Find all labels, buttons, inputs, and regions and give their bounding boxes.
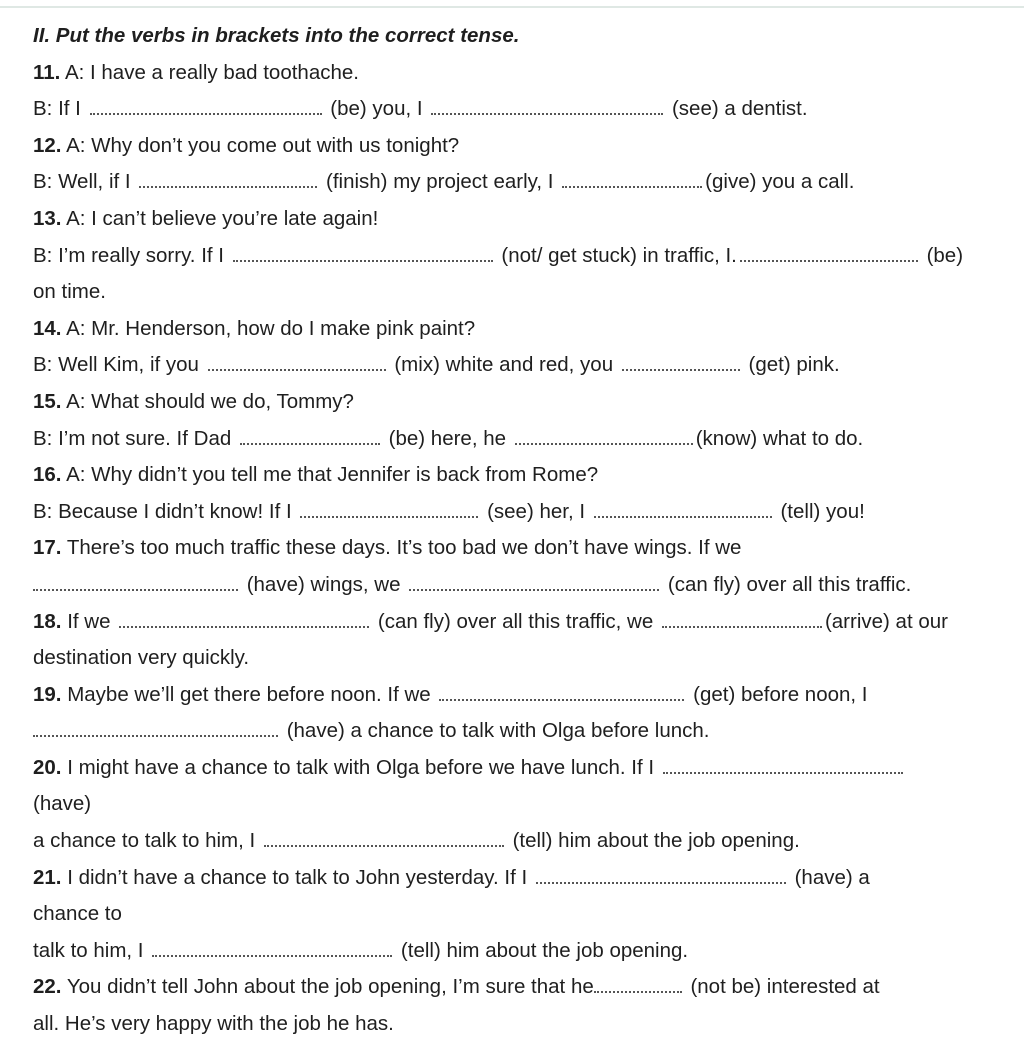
q14-text-b3: (get) pink. [748, 353, 840, 377]
q20-text-b2: a chance to talk to him, I [33, 829, 256, 853]
q22-blank-1[interactable] [594, 977, 682, 993]
q15-text-b1: B: I’m not sure. If Dad [33, 426, 232, 450]
q21-text-b3: talk to him, I [33, 938, 144, 962]
exercise-sheet [33, 18, 993, 1043]
q11-number: 11. [33, 60, 61, 84]
q13-line-b [33, 238, 993, 275]
q22-line-b: all. He’s very happy with the job he has. [33, 1012, 394, 1036]
q18-text-b3: (arrive) at our [824, 609, 948, 633]
q15-blank-1[interactable] [240, 429, 380, 445]
q17-text-b3: (can fly) over all this traffic. [667, 572, 912, 596]
q19-number: 19. [33, 682, 62, 706]
q12-text-b3: (give) you a call. [705, 170, 855, 194]
q22-number: 22. [33, 975, 62, 999]
q18-number: 18. [33, 609, 62, 633]
q21-text-a: I didn’t have a chance to talk to John yesterday. If I [61, 865, 528, 889]
q13-blank-1[interactable] [233, 246, 493, 262]
q20-number: 20. [33, 755, 62, 779]
q20-text-a: I might have a chance to talk with Olga before we have lunch. If I [61, 755, 655, 779]
q19-line-b [33, 713, 993, 750]
q15-line-a [33, 384, 993, 421]
q20-blank-1[interactable] [663, 758, 903, 774]
q17-text-b2: (have) wings, we [246, 572, 401, 596]
q18-text-a: If we [61, 609, 111, 633]
q14-blank-2[interactable] [622, 355, 740, 371]
q12-text-b1: B: Well, if I [33, 170, 131, 194]
q12-text-b2: (finish) my project early, I [326, 170, 554, 194]
q18-line-a [33, 604, 993, 641]
q22-text-a: You didn’t tell John about the job opening, I’m sure that he [61, 975, 594, 999]
q16-text-b1: B: Because I didn’t know! If I [33, 499, 292, 523]
q16-text-a: A: Why didn’t you tell me that Jennifer is back from Rome? [61, 463, 599, 487]
q11-text-b2: (be) you, I [330, 97, 423, 121]
q20-blank-2[interactable] [264, 831, 504, 847]
q19-line-a [33, 677, 993, 714]
q19-blank-2[interactable] [33, 721, 278, 737]
q13-text-b1: B: I’m really sorry. If I [33, 243, 224, 267]
q14-text-b1: B: Well Kim, if you [33, 353, 199, 377]
q16-number: 16. [33, 463, 62, 487]
q18-line-b: destination very quickly. [33, 646, 250, 670]
q14-line-b [33, 347, 993, 384]
q21-text-b1: (have) a [794, 865, 870, 889]
q15-blank-2[interactable] [515, 429, 693, 445]
q13-text-b3: (be) [926, 243, 964, 267]
q17-blank-2[interactable] [409, 575, 659, 591]
q11-blank-1[interactable] [90, 99, 322, 115]
q14-text-a: A: Mr. Henderson, how do I make pink paint? [61, 316, 476, 340]
q14-text-b2: (mix) white and red, you [394, 353, 614, 377]
q11-text-b3: (see) a dentist. [671, 97, 808, 121]
q16-blank-1[interactable] [300, 502, 478, 518]
q11-line-a [33, 55, 993, 92]
q15-number: 15. [33, 389, 62, 413]
q18-text-b2: (can fly) over all this traffic, we [377, 609, 654, 633]
q21-line-b: chance to [33, 902, 122, 926]
q19-text-b3: (have) a chance to talk with Olga before lunch. [286, 719, 710, 743]
q13-text-b2: (not/ get stuck) in traffic, I. [501, 243, 737, 267]
q11-text-a: A: I have a really bad toothache. [60, 60, 359, 84]
q21-line-a [33, 860, 993, 897]
q12-line-b [33, 164, 993, 201]
q21-number: 21. [33, 865, 62, 889]
q17-blank-1[interactable] [33, 575, 238, 591]
q21-blank-1[interactable] [536, 868, 786, 884]
q16-text-b2: (see) her, I [487, 499, 586, 523]
q14-line-a [33, 311, 993, 348]
q13-line-c: on time. [33, 280, 106, 304]
q21-line-c [33, 933, 993, 970]
q20-line-a [33, 750, 993, 787]
q16-blank-2[interactable] [594, 502, 772, 518]
q15-text-b3: (know) what to do. [695, 426, 864, 450]
q12-blank-1[interactable] [139, 172, 317, 188]
q12-line-a [33, 128, 993, 165]
q19-blank-1[interactable] [439, 685, 684, 701]
q20-text-b3: (tell) him about the job opening. [512, 829, 800, 853]
q17-line-a [33, 530, 993, 567]
q17-text-a: There’s too much traffic these days. It’s too bad we don’t have wings. If we [61, 536, 742, 560]
q11-line-b [33, 91, 993, 128]
exercise-heading: II. Put the verbs in brackets into the correct tense. [33, 24, 520, 47]
q15-line-b [33, 421, 993, 458]
q20-line-b: (have) [33, 792, 92, 816]
q13-line-a [33, 201, 993, 238]
q17-number: 17. [33, 536, 62, 560]
q13-blank-2[interactable] [740, 246, 918, 262]
q20-line-c [33, 823, 993, 860]
q21-blank-2[interactable] [152, 941, 392, 957]
q11-blank-2[interactable] [431, 99, 663, 115]
q19-text-a: Maybe we’ll get there before noon. If we [61, 682, 431, 706]
q11-text-b1: B: If I [33, 97, 81, 121]
q12-text-a: A: Why don’t you come out with us tonight? [61, 133, 460, 157]
q15-text-b2: (be) here, he [388, 426, 507, 450]
q18-blank-2[interactable] [662, 612, 822, 628]
q17-line-b [33, 567, 993, 604]
q16-text-b3: (tell) you! [780, 499, 865, 523]
q13-text-a: A: I can’t believe you’re late again! [61, 206, 379, 230]
q19-text-b2: (get) before noon, I [693, 682, 868, 706]
q16-line-b [33, 494, 993, 531]
q15-text-a: A: What should we do, Tommy? [61, 389, 354, 413]
q12-blank-2[interactable] [562, 172, 702, 188]
q22-line-a [33, 969, 993, 1006]
q13-number: 13. [33, 206, 62, 230]
q22-text-b1: (not be) interested at [690, 975, 880, 999]
q21-text-b4: (tell) him about the job opening. [400, 938, 689, 962]
q14-blank-1[interactable] [208, 355, 386, 371]
q12-number: 12. [33, 133, 62, 157]
top-divider [0, 6, 1024, 8]
q18-blank-1[interactable] [119, 612, 369, 628]
q14-number: 14. [33, 316, 62, 340]
q16-line-a [33, 457, 993, 494]
